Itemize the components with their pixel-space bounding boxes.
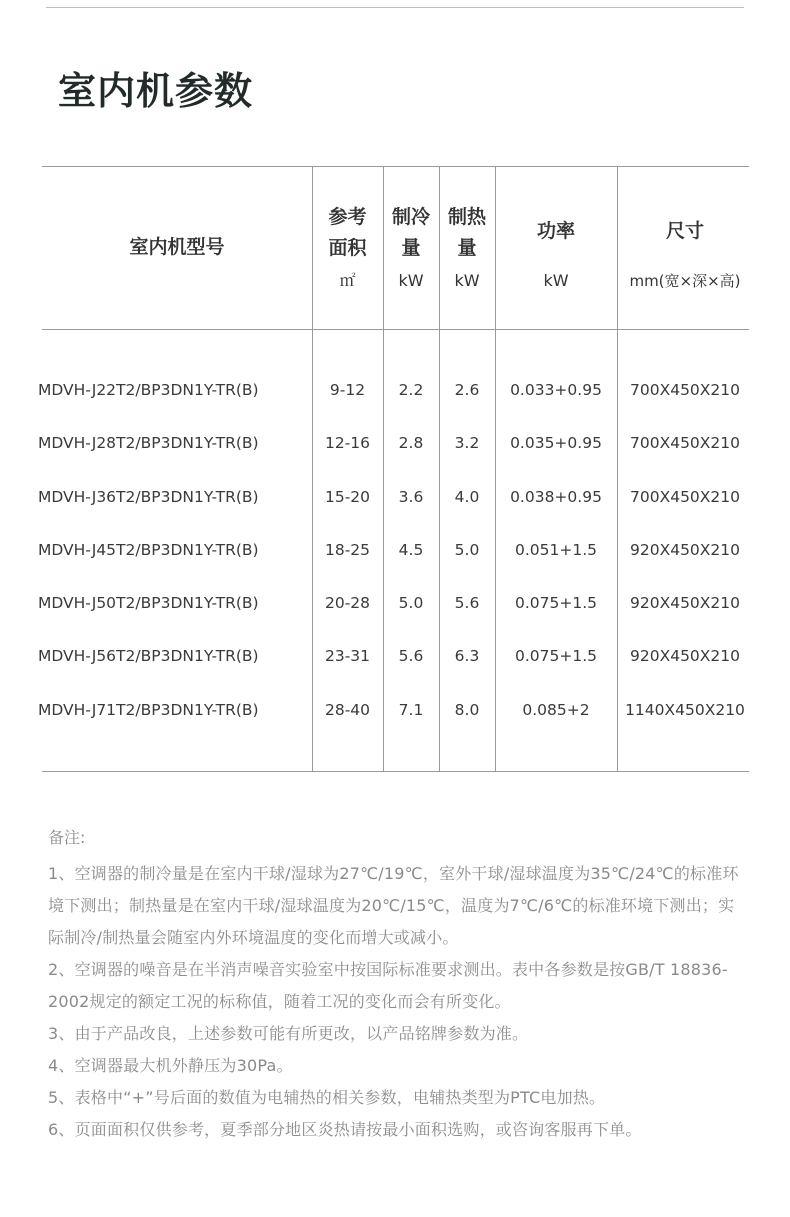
- header-model-label: 室内机型号: [129, 236, 225, 258]
- cell-heating: 4.0: [454, 488, 480, 506]
- cell-size: 700X450X210: [630, 381, 740, 399]
- cell-size: 920X450X210: [630, 541, 740, 559]
- header-bottom-rule: [42, 329, 749, 330]
- cell-power: 0.038+0.95: [510, 488, 602, 506]
- table-row: [38, 537, 749, 563]
- cell-cooling: 7.1: [398, 701, 424, 719]
- cell-area: 12-16: [324, 434, 371, 452]
- cell-model: MDVH-J50T2/BP3DN1Y-TR(B): [38, 594, 259, 612]
- table-bottom-rule: [42, 771, 749, 772]
- header-area-unit: ㎡: [339, 271, 356, 290]
- table-row: [38, 377, 749, 403]
- top-divider: [46, 7, 744, 8]
- cell-heating: 5.0: [454, 541, 480, 559]
- table-row: [38, 430, 749, 456]
- header-cooling-unit: kW: [398, 271, 424, 290]
- table-row: [38, 484, 749, 510]
- header-area-line2: 面积: [328, 237, 367, 259]
- table-row: [38, 697, 749, 723]
- page-title: 室内机参数: [58, 69, 254, 113]
- cell-model: MDVH-J45T2/BP3DN1Y-TR(B): [38, 541, 259, 559]
- cell-cooling: 5.6: [398, 647, 424, 665]
- cell-power: 0.075+1.5: [514, 647, 597, 665]
- header-power: [495, 216, 617, 291]
- note-item: 6、页面面积仅供参考，夏季部分地区炎热请按最小面积选购，或咨询客服再下单。: [48, 1120, 642, 1139]
- cell-cooling: 4.5: [398, 541, 424, 559]
- notes-heading: 备注:: [48, 828, 86, 847]
- table-row: [38, 590, 749, 616]
- cell-size: 920X450X210: [630, 594, 740, 612]
- header-heating-unit: kW: [454, 271, 480, 290]
- cell-size: 700X450X210: [630, 434, 740, 452]
- note-item: 2、空调器的噪音是在半消声噪音实验室中按国际标准要求测出。表中各参数是按GB/T 18836-2002规定的额定工况的标称值，随着工况的变化而会有所变化。: [48, 960, 728, 1011]
- cell-model: MDVH-J28T2/BP3DN1Y-TR(B): [38, 434, 259, 452]
- cell-heating: 8.0: [454, 701, 480, 719]
- cell-area: 20-28: [324, 594, 371, 612]
- table-row: [38, 643, 749, 669]
- cell-power: 0.051+1.5: [514, 541, 597, 559]
- cell-power: 0.035+0.95: [510, 434, 602, 452]
- cell-size: 920X450X210: [630, 647, 740, 665]
- cell-area: 28-40: [324, 701, 371, 719]
- cell-power: 0.033+0.95: [510, 381, 602, 399]
- cell-model: MDVH-J56T2/BP3DN1Y-TR(B): [38, 647, 259, 665]
- cell-area: 23-31: [324, 647, 371, 665]
- cell-size: 700X450X210: [630, 488, 740, 506]
- cell-power: 0.085+2: [522, 701, 590, 719]
- header-heating-line1: 制热: [447, 206, 486, 228]
- header-heating: [439, 202, 495, 291]
- header-model: [42, 232, 312, 263]
- header-cooling: [383, 202, 439, 291]
- cell-cooling: 2.8: [398, 434, 424, 452]
- note-item: 3、由于产品改良，上述参数可能有所更改，以产品铭牌参数为准。: [48, 1024, 529, 1043]
- note-item: 1、空调器的制冷量是在室内干球/湿球为27℃/19℃，室外干球/湿球温度为35℃/24℃的标准环境下测出；制热量是在室内干球/湿球温度为20℃/15℃，温度为7℃/6℃的标准环境下测出；实际制冷/制热量会随室内外环境温度的变化而增大或减小。: [48, 864, 739, 947]
- cell-model: MDVH-J71T2/BP3DN1Y-TR(B): [38, 701, 259, 719]
- note-item: 4、空调器最大机外静压为30Pa。: [48, 1056, 293, 1075]
- cell-heating: 6.3: [454, 647, 480, 665]
- cell-cooling: 3.6: [398, 488, 424, 506]
- header-size-unit: mm(宽×深×高): [629, 272, 741, 290]
- spec-table: [38, 166, 749, 772]
- header-size-label: 尺寸: [665, 220, 704, 242]
- cell-area: 18-25: [324, 541, 371, 559]
- note-item: 5、表格中“+”号后面的数值为电辅热的相关参数，电辅热类型为PTC电加热。: [48, 1088, 606, 1107]
- header-cooling-line2: 量: [401, 237, 421, 259]
- header-size: [617, 216, 753, 291]
- cell-model: MDVH-J36T2/BP3DN1Y-TR(B): [38, 488, 259, 506]
- cell-heating: 5.6: [454, 594, 480, 612]
- cell-size: 1140X450X210: [625, 701, 745, 719]
- cell-cooling: 2.2: [398, 381, 424, 399]
- cell-cooling: 5.0: [398, 594, 424, 612]
- cell-heating: 3.2: [454, 434, 480, 452]
- cell-heating: 2.6: [454, 381, 480, 399]
- notes-section: [48, 824, 748, 1146]
- header-cooling-line1: 制冷: [391, 206, 430, 228]
- cell-area: 9-12: [329, 381, 366, 399]
- cell-area: 15-20: [324, 488, 371, 506]
- header-heating-line2: 量: [457, 237, 477, 259]
- table-top-rule: [42, 166, 749, 167]
- header-area-line1: 参考: [328, 206, 367, 228]
- header-power-unit: kW: [543, 271, 569, 290]
- cell-model: MDVH-J22T2/BP3DN1Y-TR(B): [38, 381, 259, 399]
- header-power-label: 功率: [536, 220, 575, 242]
- cell-power: 0.075+1.5: [514, 594, 597, 612]
- header-area: [312, 202, 383, 291]
